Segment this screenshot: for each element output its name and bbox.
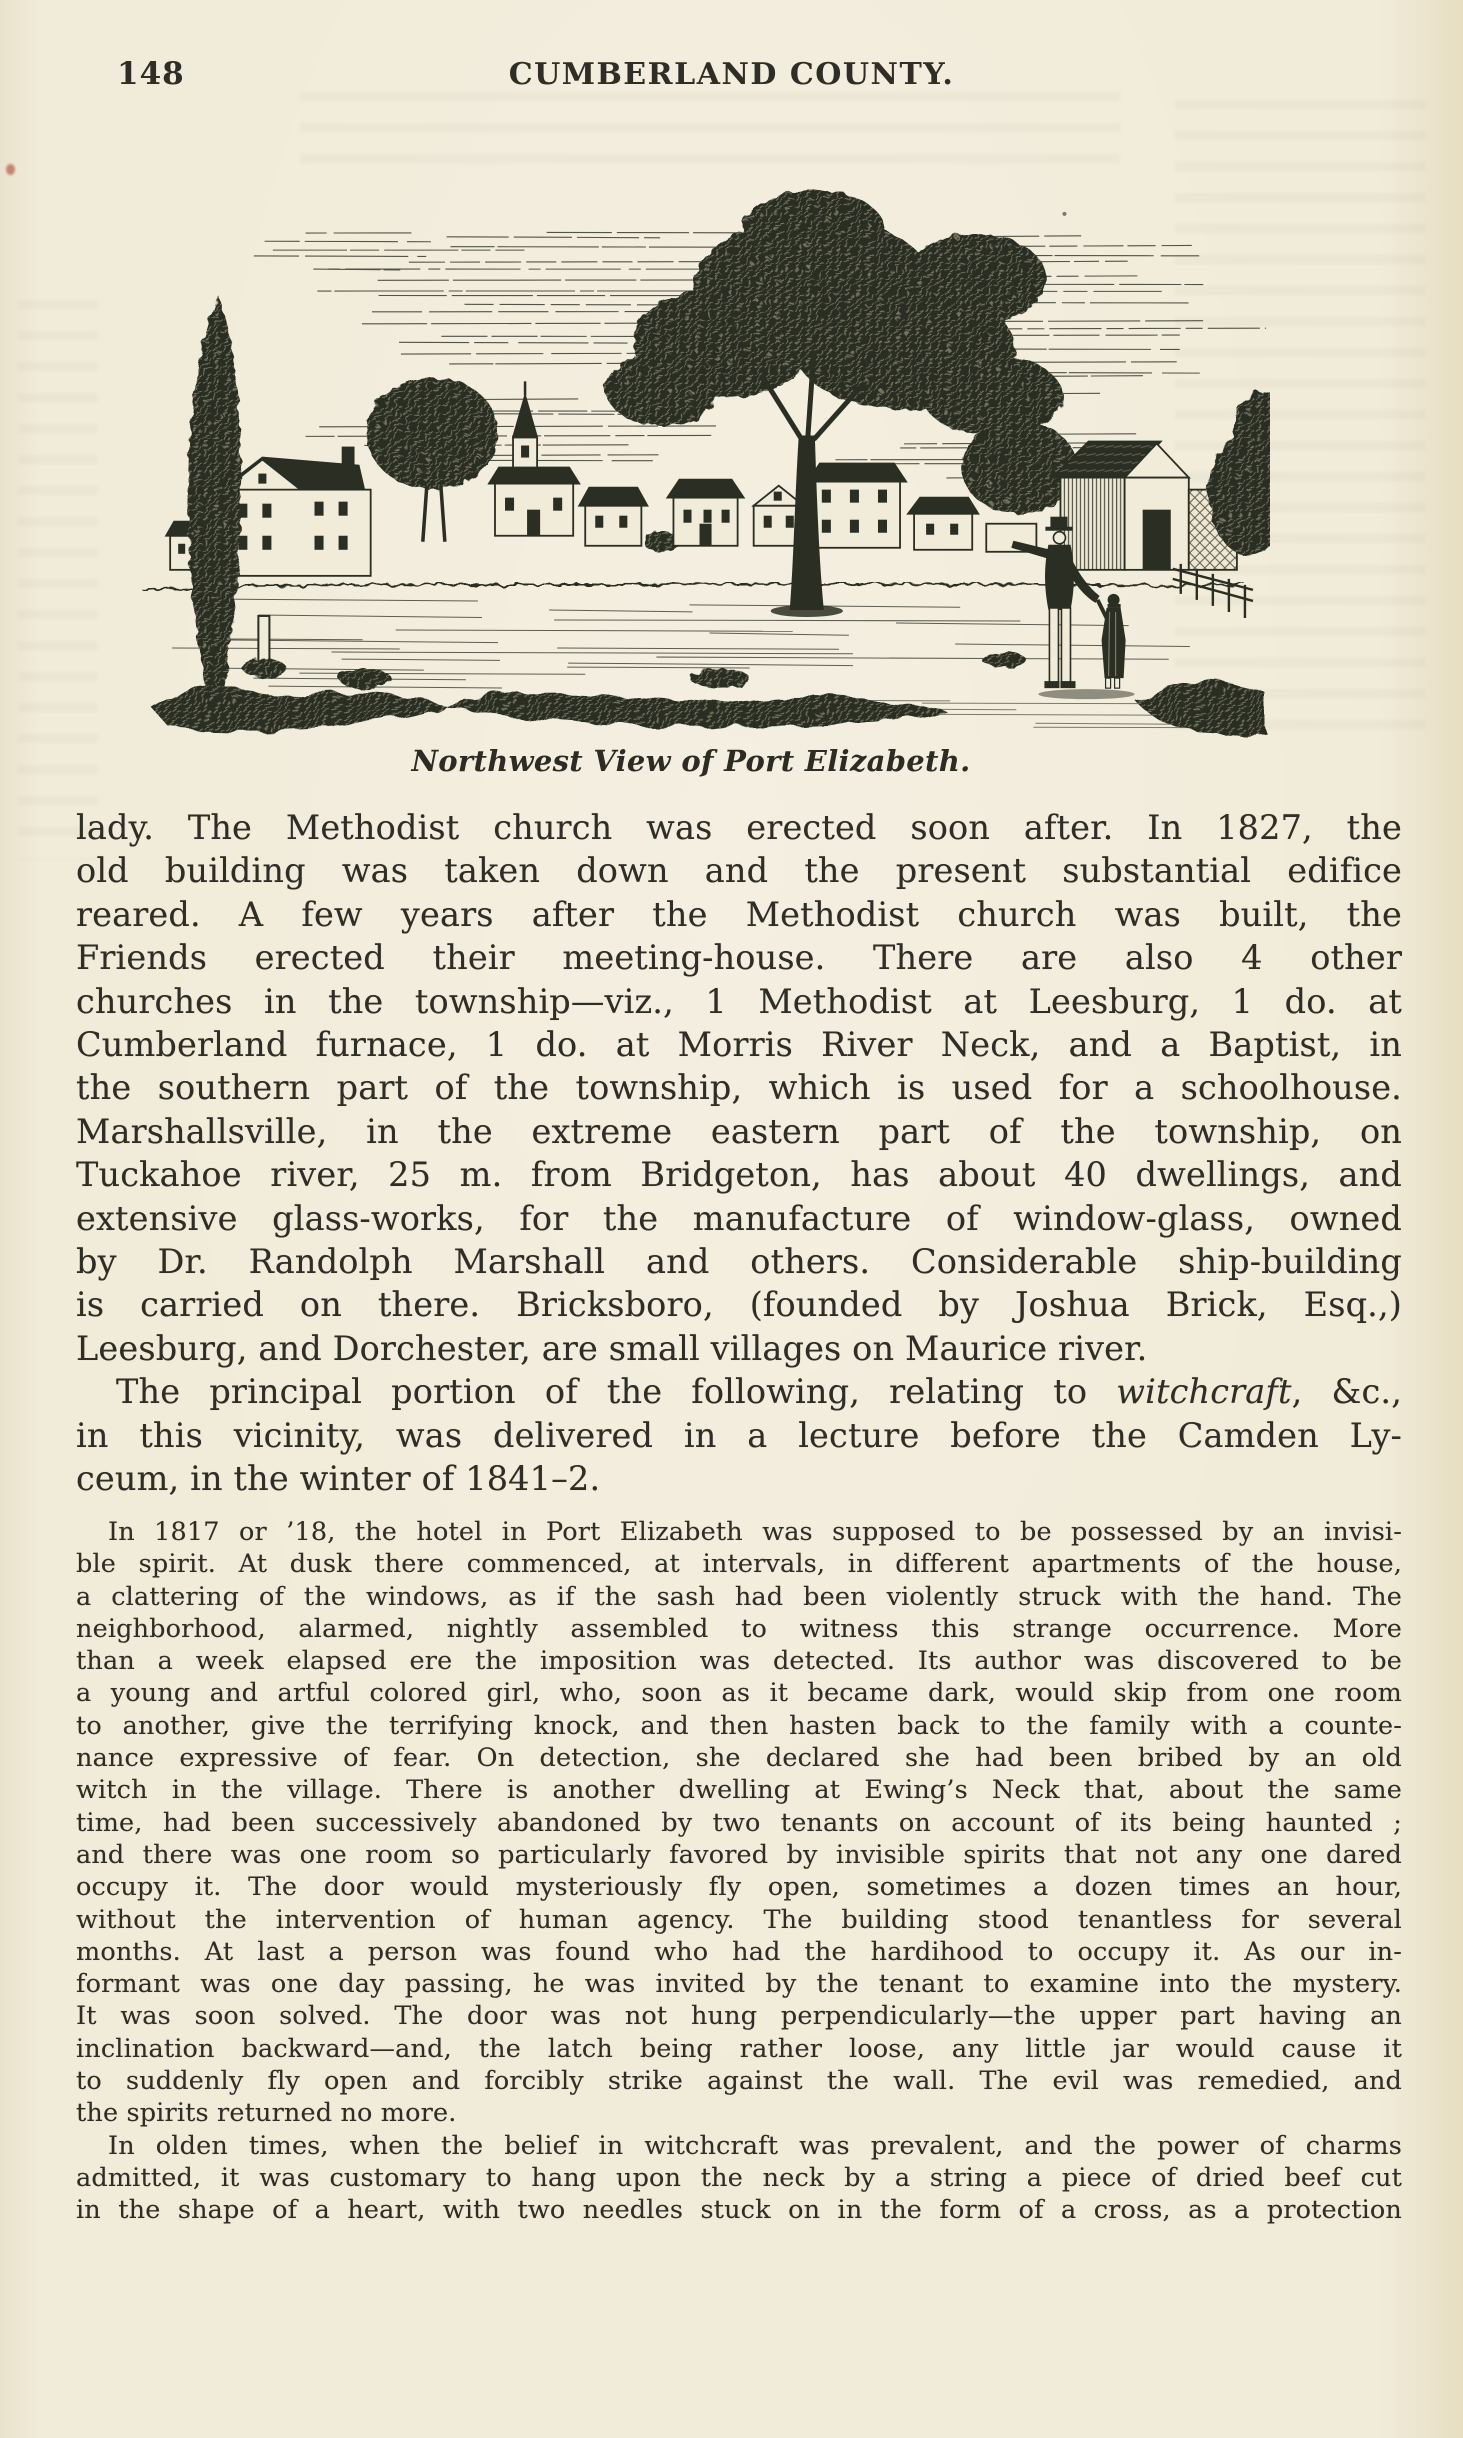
text-line: It was soon solved. The door was not hung perpendicularly—the upper part having an [76, 2001, 1402, 2032]
text-line: admitted, it was customary to hang upon the neck by a string a piece of dried beef cut [76, 2162, 1402, 2193]
text-line: a young and artful colored girl, who, soon as it became dark, would skip from one room [76, 1678, 1402, 1709]
text-line: Leesburg, and Dorchester, are small villages on Maurice river. [76, 1328, 1148, 1368]
text-line: neighborhood, alarmed, nightly assembled to witness this strange occurrence. More [76, 1613, 1402, 1644]
text-line: to another, give the terrifying knock, and then hasten back to the family with a counte- [76, 1710, 1402, 1741]
text-line: lady. The Methodist church was erected soon after. In 1827, the [76, 808, 1402, 847]
text-line: in the shape of a heart, with two needles stuck on in the form of a cross, as a protection [76, 2195, 1402, 2226]
text-line: than a week elapsed ere the imposition was detected. Its author was discovered to be [76, 1646, 1402, 1677]
text-line: months. At last a person was found who had the hardihood to occupy it. As our in- [76, 1936, 1402, 1967]
text-line: a clattering of the windows, as if the sash had been violently struck with the hand. The [76, 1581, 1402, 1612]
text-line: old building was taken down and the present substantial edifice [76, 851, 1402, 891]
text-line: the spirits returned no more. [76, 2098, 457, 2129]
text-line: and there was one room so particularly favored by invisible spirits that not any one dared [76, 1839, 1402, 1870]
text-line: The principal portion of the following, relating to witchcraft, &c., [116, 1372, 1402, 1412]
text-line: in this vicinity, was delivered in a lecture before the Camden Ly- [76, 1415, 1402, 1455]
text-line: churches in the township—viz., 1 Methodist at Leesburg, 1 do. at [76, 981, 1402, 1021]
text-line: witch in the village. There is another dwelling at Ewing’s Neck that, about the same [76, 1775, 1402, 1806]
text-line: without the intervention of human agency. The building stood tenantless for several [76, 1904, 1402, 1935]
text-line: ceum, in the winter of 1841–2. [76, 1459, 601, 1499]
text-line: Tuckahoe river, 25 m. from Bridgeton, has about 40 dwellings, and [76, 1155, 1402, 1195]
figure-caption: Northwest View of Port Elizabeth. [411, 744, 971, 778]
text-line: is carried on there. Bricksboro, (founded by Joshua Brick, Esq.,) [76, 1285, 1402, 1325]
page-number: 148 [117, 56, 185, 92]
bleed-through-ghost [18, 300, 98, 860]
text-line: Cumberland furnace, 1 do. at Morris River Neck, and a Baptist, in [76, 1025, 1402, 1065]
text-line: the southern part of the township, which is used for a schoolhouse. [76, 1068, 1402, 1108]
text-line: occupy it. The door would mysteriously fly open, sometimes a dozen times an hour, [76, 1872, 1402, 1903]
text-line: In 1817 or ’18, the hotel in Port Elizabeth was supposed to be possessed by an invisi- [108, 1517, 1402, 1547]
text-line: ble spirit. At dusk there commenced, at intervals, in different apartments of the house, [76, 1549, 1402, 1580]
main-text-block [76, 806, 1402, 1501]
text-line: time, had been successively abandoned by two tenants on account of its being haunted ; [76, 1807, 1402, 1838]
ink-speck [6, 164, 15, 175]
text-line: In olden times, when the belief in witchcraft was prevalent, and the power of charms [108, 2130, 1402, 2161]
text-line: Friends erected their meeting-house. There are also 4 other [76, 938, 1402, 978]
text-line: nance expressive of fear. On detection, she declared she had been bribed by an old [76, 1743, 1402, 1774]
text-line: to suddenly fly open and forcibly strike against the wall. The evil was remedied, and [76, 2066, 1402, 2097]
text-line: extensive glass-works, for the manufacture of window-glass, owned [76, 1198, 1402, 1238]
text-line: reared. A few years after the Methodist church was built, the [76, 894, 1402, 934]
running-header: CUMBERLAND COUNTY. [508, 57, 955, 92]
fine-print-block [76, 1516, 1402, 2227]
text-line: formant was one day passing, he was invited by the tenant to examine into the mystery. [76, 1969, 1402, 2000]
text-line: Marshallsville, in the extreme eastern part of the township, on [76, 1111, 1402, 1151]
port-elizabeth-engraving [112, 136, 1270, 744]
text-line: inclination backward—and, the latch being rather loose, any little jar would cause it [76, 2033, 1402, 2064]
text-line: by Dr. Randolph Marshall and others. Considerable ship-building [76, 1242, 1402, 1282]
